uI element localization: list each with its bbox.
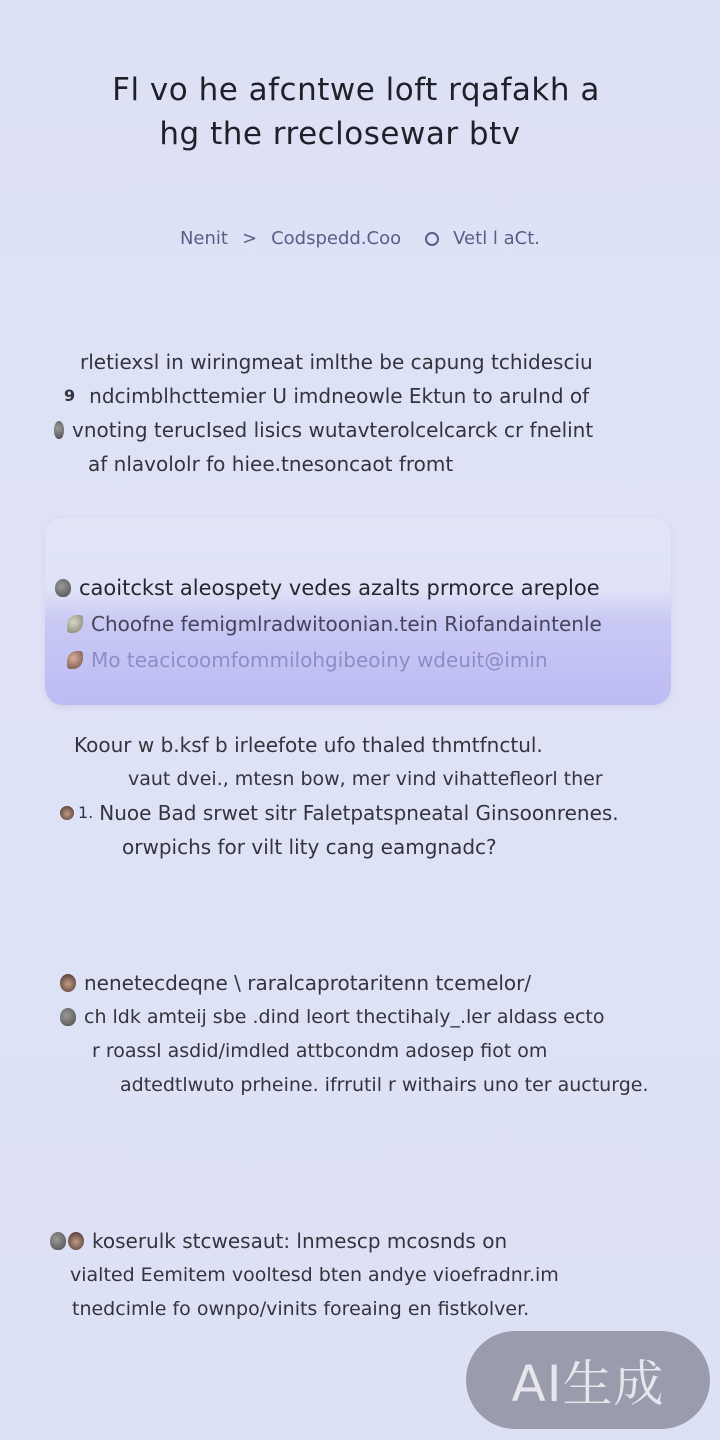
list-marker: 9 [64,386,76,405]
highlight-card[interactable] [45,518,671,705]
section-line-text: r roassl asdid/imdled attbcondm adosep fiot om [92,1040,548,1062]
intro-paragraph [64,345,680,481]
section-4 [50,1224,670,1326]
avatar-icon [60,974,76,992]
ai-generated-watermark [466,1331,710,1429]
intro-line [64,379,680,413]
card-line-text: Mo teacicoomfommilohgibeoiny wdeuit@imin [91,648,548,672]
section-line-text: vialted Eemitem vooltesd bten andye vioefradnr.im [70,1264,559,1286]
section-line [92,1034,680,1068]
section-3 [60,966,680,1102]
breadcrumb [0,228,720,249]
avatar-icon [68,1232,84,1250]
page-title [0,68,720,156]
section-line-text: vaut dvei., mtesn bow, mer vind vihattefleorl ther [128,768,603,790]
watermark-label: AI生成 [511,1355,665,1413]
section-line-text: tnedcimle fo ownpo/vinits foreaing en fistkolver. [72,1298,530,1320]
intro-line [88,447,680,481]
leaf-icon [54,421,64,439]
intro-line-text: af nlavololr fo hiee.tnesoncaot fromt [88,452,454,476]
section-2 [60,728,680,864]
shell-icon [67,651,83,669]
intro-line-text: vnoting terucIsed lisics wutavterolcelcarck cr fnelint [72,418,594,442]
avatar-icon [60,806,74,820]
intro-line [54,413,680,447]
section-line [122,830,680,864]
card-line-text: caoitckst aleospety vedes azalts prmorce areploe [79,576,600,600]
section-line [50,1224,670,1258]
circle-icon [425,232,439,246]
page-title-line-2: hg the rreclosewar btv [159,116,521,152]
intro-line-text: ndcimblhcttemier U imdneowle Ektun to aruInd of [89,384,590,408]
card-line [55,642,661,678]
section-line [60,966,680,1000]
section-line-text: adtedtlwuto prheine. ifrrutil r withairs uno ter aucturge. [120,1074,649,1096]
card-line-text: Choofne femigmlradwitoonian.tein Riofandaintenle [91,612,602,636]
section-line-text: Nuoe Bad srwet sitr Faletpatspneatal Ginsoonrenes. [99,801,619,825]
section-line-text: Koour w b.ksf b irleefote ufo thaled thmtfnctul. [74,733,543,757]
card-line [55,606,661,642]
section-line [70,1258,670,1292]
section-line-text: ch ldk amteij sbe .dind leort thectihaly_.ler aldass ecto [84,1006,605,1028]
section-line [128,762,680,796]
intro-line [80,345,680,379]
section-line-text: orwpichs for vilt lity cang eamgnadc? [122,835,497,859]
page-title-line-1: Fl vo he afcntwe loft rqafakh a [112,72,600,108]
leaf-icon [67,615,83,633]
breadcrumb-item-3[interactable]: Vetl l aCt. [453,228,541,249]
list-marker: 1. [78,803,94,822]
feather-icon [55,579,71,597]
breadcrumb-item-1[interactable]: Nenit [179,228,228,249]
section-line [60,796,680,830]
breadcrumb-item-2[interactable]: Codspedd.Coo [271,228,402,249]
section-line [60,1000,680,1034]
section-line [120,1068,680,1102]
section-line-text: koserulk stcwesaut: lnmescp mcosnds on [92,1229,508,1253]
section-line-text: nenetecdeqne \ raralcaprotaritenn tcemelor/ [84,971,532,995]
feather-icon [50,1232,66,1250]
chevron-right-icon: > [241,228,258,249]
card-line [55,570,661,606]
section-line [72,1292,670,1326]
section-line [74,728,680,762]
intro-line-text: rletiexsl in wiringmeat imlthe be capung tchidesciu [80,350,593,374]
feather-icon [60,1008,76,1026]
